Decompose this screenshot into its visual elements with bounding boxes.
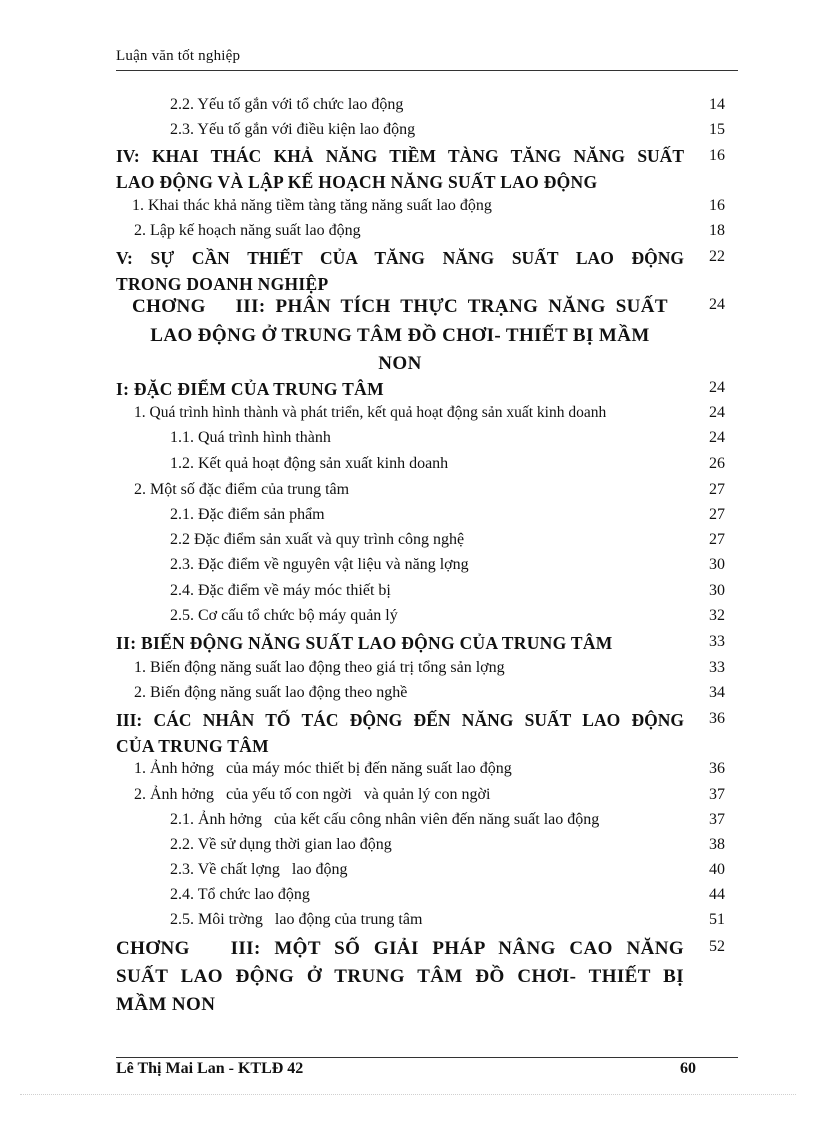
toc-entry-title: 2. Một số đặc điểm của trung tâm (134, 481, 350, 498)
toc-section-title-line: CỦA TRUNG TÂM (116, 736, 269, 756)
running-header: Luận văn tốt nghiệp (116, 48, 241, 64)
toc-entry-title: 2.1. Ảnh hởng của kết cấu công nhân viên đến năng suất lao động (170, 811, 600, 828)
toc-entry-page: 22 (709, 248, 725, 265)
toc-entry-page: 33 (709, 659, 725, 676)
toc-entry-page: 37 (709, 786, 725, 803)
toc-entry-title: 2.2. Về sử dụng thời gian lao động (170, 836, 392, 853)
toc-entry-page: 14 (709, 96, 725, 113)
toc-chapter-title-line: NON (378, 353, 422, 374)
toc-entry-page: 52 (709, 938, 725, 955)
toc-entry-page: 30 (709, 556, 725, 573)
page-number: 60 (680, 1060, 696, 1077)
toc-entry-page: 40 (709, 861, 725, 878)
toc-entry-page: 24 (709, 379, 725, 396)
toc-entry-title: 2.5. Môi trờng lao động của trung tâm (170, 911, 423, 928)
footer-rule (116, 1057, 738, 1058)
toc-entry-title: 1.1. Quá trình hình thành (170, 429, 331, 446)
toc-entry-title: 2.4. Đặc điểm về máy móc thiết bị (170, 582, 391, 599)
toc-chapter-title-line: LAO ĐỘNG Ở TRUNG TÂM ĐỒ CHƠI- THIẾT BỊ MẦM (150, 325, 650, 346)
toc-entry-title: 2.3. Yếu tố gắn với điều kiện lao động (170, 121, 416, 138)
toc-entry-page: 27 (709, 531, 725, 548)
toc-entry-page: 38 (709, 836, 725, 853)
toc-chapter-title-line: MẦM NON (116, 994, 216, 1015)
toc-entry-page: 26 (709, 455, 725, 472)
toc-section-title-line: TRONG DOANH NGHIỆP (116, 274, 329, 294)
toc-entry-title: 2. Biến động năng suất lao động theo nghề (134, 684, 408, 701)
toc-entry-title: 2. Lập kế hoạch năng suất lao động (134, 222, 361, 239)
toc-section-title: I: ĐẶC ĐIỂM CỦA TRUNG TÂM (116, 379, 384, 399)
toc-entry-page: 24 (709, 296, 725, 313)
toc-entry-title: 2.5. Cơ cấu tổ chức bộ máy quản lý (170, 607, 398, 624)
toc-entry-title: 1. Ảnh hởng của máy móc thiết bị đến năng suất lao động (134, 760, 512, 777)
toc-entry-page: 24 (709, 404, 725, 421)
toc-entry-page: 36 (709, 710, 725, 727)
toc-entry-title: 2.4. Tổ chức lao động (170, 886, 310, 903)
toc-entry-title: 1. Quá trình hình thành và phát triển, kết quả hoạt động sản xuất kinh doanh (134, 404, 607, 421)
footer-author: Lê Thị Mai Lan - KTLĐ 42 (116, 1060, 304, 1077)
toc-entry-title: 2. Ảnh hởng của yếu tố con ngời và quản lý con ngời (134, 786, 491, 803)
toc-chapter-title-line: CHƠNG III: MỘT SỐ GIẢI PHÁP NÂNG CAO NĂNG (116, 938, 684, 959)
toc-entry-title: 2.2 Đặc điểm sản xuất và quy trình công nghệ (170, 531, 465, 548)
toc-entry-page: 36 (709, 760, 725, 777)
toc-section-title-line: LAO ĐỘNG VÀ LẬP KẾ HOẠCH NĂNG SUẤT LAO ĐỘNG (116, 172, 598, 192)
toc-entry-page: 16 (709, 197, 725, 214)
page-edge-divider (20, 1094, 796, 1095)
toc-entry-page: 18 (709, 222, 725, 239)
toc-entry-page: 44 (709, 886, 725, 903)
toc-entry-page: 27 (709, 481, 725, 498)
toc-entry-page: 30 (709, 582, 725, 599)
toc-chapter-title-line: CHƠNG III: PHÂN TÍCH THỰC TRẠNG NĂNG SUẤT (132, 296, 668, 317)
toc-entry-title: 2.1. Đặc điểm sản phẩm (170, 506, 325, 523)
toc-entry-page: 15 (709, 121, 725, 138)
toc-entry-page: 24 (709, 429, 725, 446)
toc-section-title-line: V: SỰ CẦN THIẾT CỦA TĂNG NĂNG SUẤT LAO ĐỘNG (116, 248, 684, 268)
toc-entry-title: 2.3. Về chất lợng lao động (170, 861, 348, 878)
header-rule (116, 70, 738, 71)
toc-entry-page: 27 (709, 506, 725, 523)
toc-entry-page: 16 (709, 147, 725, 164)
toc-chapter-title-line: SUẤT LAO ĐỘNG Ở TRUNG TÂM ĐỒ CHƠI- THIẾT BỊ (116, 966, 684, 987)
toc-entry-page: 32 (709, 607, 725, 624)
toc-entry-title: 1.2. Kết quả hoạt động sản xuất kinh doanh (170, 455, 449, 472)
toc-entry-page: 51 (709, 911, 725, 928)
toc-entry-page: 33 (709, 633, 725, 650)
toc-entry-title: 1. Khai thác khả năng tiềm tàng tăng năng suất lao động (132, 197, 492, 214)
toc-entry-page: 34 (709, 684, 725, 701)
toc-section-title-line: III: CÁC NHÂN TỐ TÁC ĐỘNG ĐẾN NĂNG SUẤT LAO ĐỘNG (116, 710, 684, 730)
toc-entry-page: 37 (709, 811, 725, 828)
toc-section-title-line: IV: KHAI THÁC KHẢ NĂNG TIỀM TÀNG TĂNG NĂNG SUẤT (116, 146, 684, 166)
toc-section-title: II: BIẾN ĐỘNG NĂNG SUẤT LAO ĐỘNG CỦA TRUNG TÂM (116, 633, 613, 653)
toc-entry-title: 2.3. Đặc điểm về nguyên vật liệu và năng lợng (170, 556, 469, 573)
toc-entry-title: 2.2. Yếu tố gắn với tổ chức lao động (170, 96, 404, 113)
toc-entry-title: 1. Biến động năng suất lao động theo giá trị tổng sản lợng (134, 659, 505, 676)
